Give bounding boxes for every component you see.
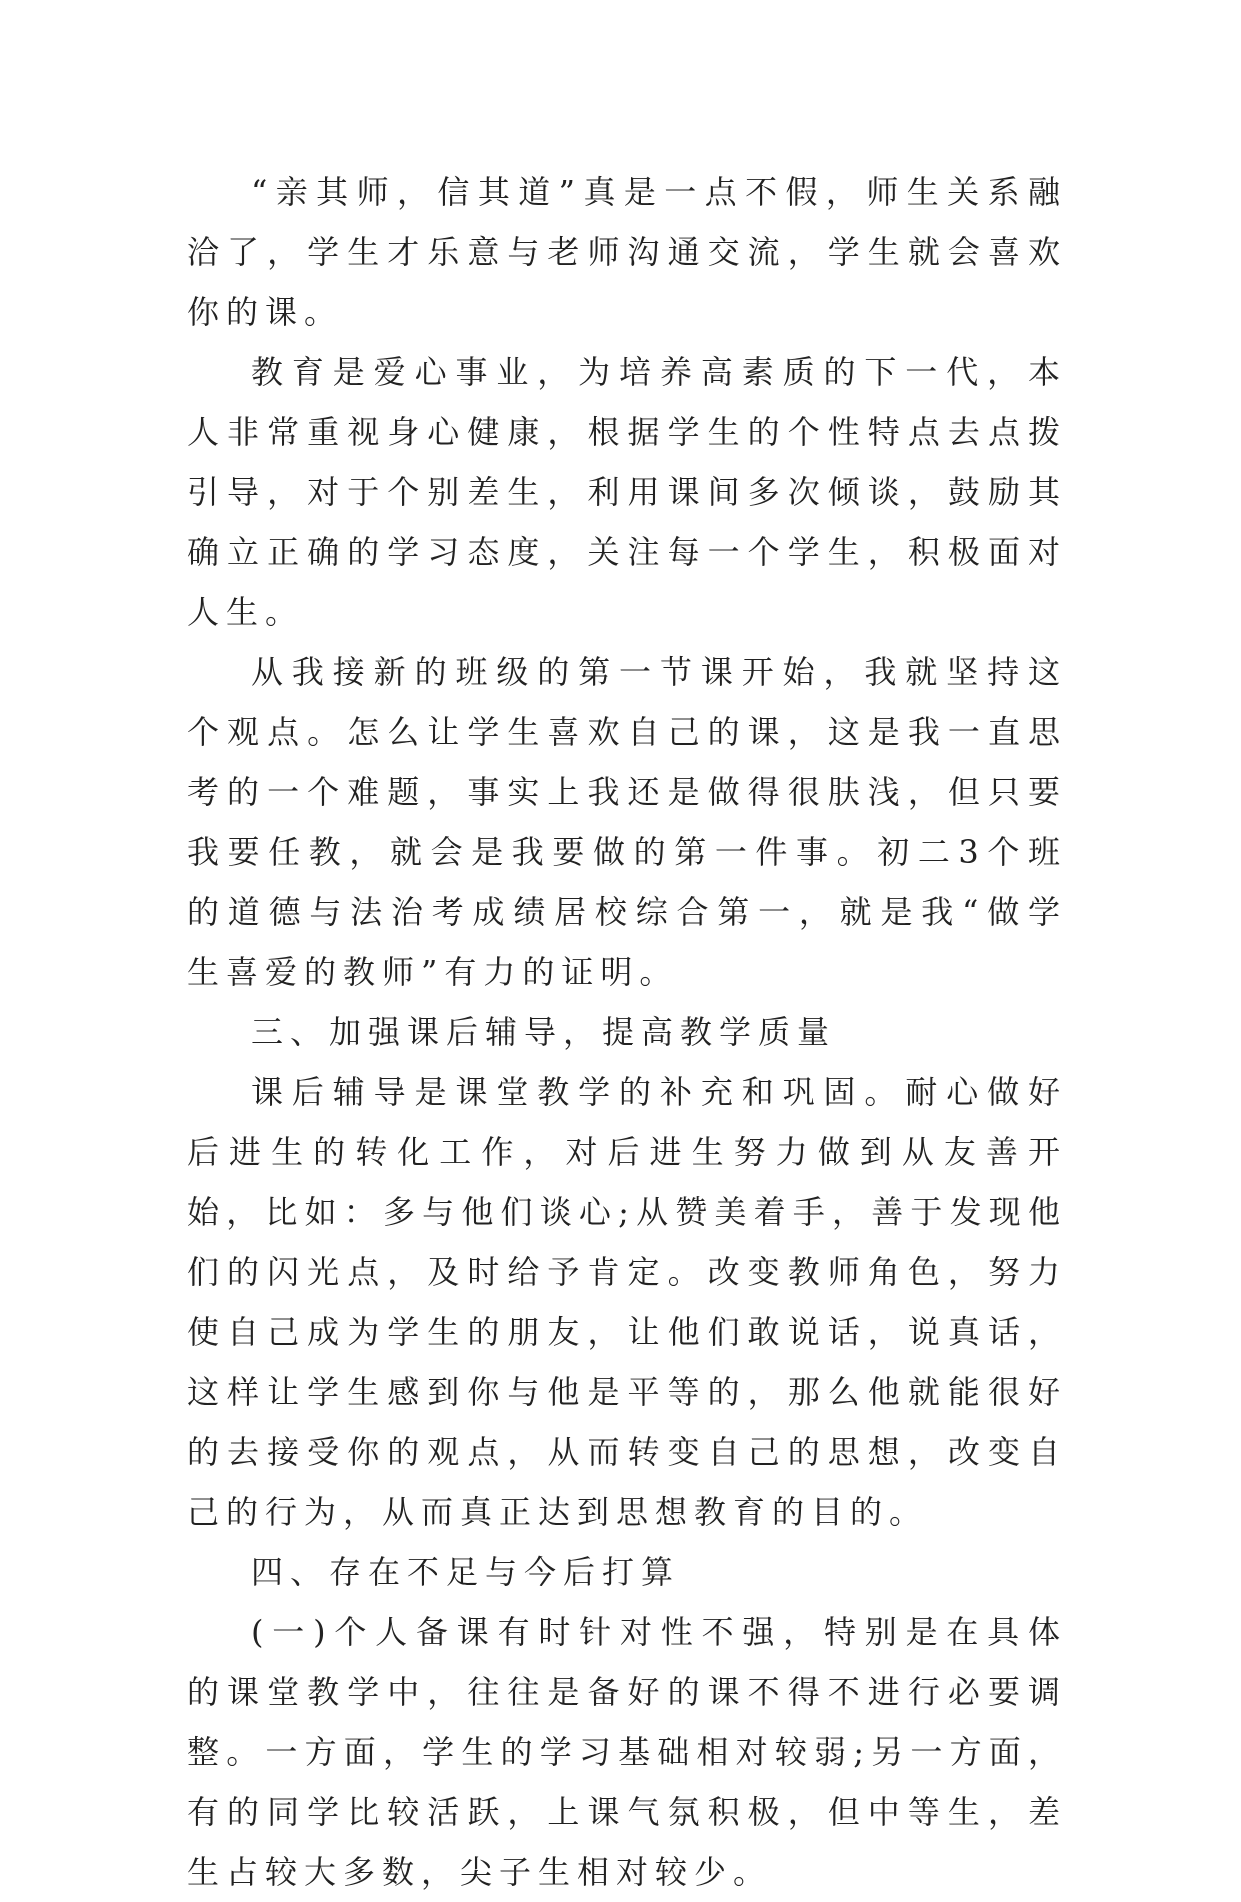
document-body [187, 162, 1067, 1902]
paragraph-lesson-preparation: (一)个人备课有时针对性不强，特别是在具体的课堂教学中，往往是备好的课不得不进行必要调整。一方面，学生的学习基础相对较弱;另一方面，有的同学比较活跃，上课气氛积极，但中等生，差生占较大多数，尖子生相对较少。 [187, 1613, 1067, 1891]
paragraph-after-class-tutoring: 课后辅导是课堂教学的补充和巩固。耐心做好后进生的转化工作，对后进生努力做到从友善开始，比如：多与他们谈心;从赞美着手，善于发现他们的闪光点，及时给予肯定。改变教师角色，努力使自己成为学生的朋友，让他们敢说话，说真话，这样让学生感到你与他是平等的，那么他就能很好的去接受你的观点，从而转变自己的思想，改变自己的行为，从而真正达到思想教育的目的。 [187, 1073, 1067, 1531]
section-heading-shortcomings: 四、存在不足与今后打算 [251, 1553, 681, 1591]
section-heading-tutoring: 三、加强课后辅导，提高教学质量 [251, 1013, 837, 1051]
paragraph-caring-education: 教育是爱心事业，为培养高素质的下一代，本人非常重视身心健康，根据学生的个性特点去点拨引导，对于个别差生，利用课间多次倾谈，鼓励其确立正确的学习态度，关注每一个学生，积极面对人生。 [187, 353, 1067, 631]
paragraph-first-class: 从我接新的班级的第一节课开始，我就坚持这个观点。怎么让学生喜欢自己的课，这是我一直思考的一个难题，事实上我还是做得很肤浅，但只要我要任教，就会是我要做的第一件事。初二3个班的道德与法治考成绩居校综合第一，就是我“做学生喜爱的教师”有力的证明。 [187, 653, 1067, 991]
paragraph-teacher-student-relationship: “亲其师，信其道”真是一点不假，师生关系融洽了，学生才乐意与老师沟通交流，学生就会喜欢你的课。 [187, 173, 1067, 331]
